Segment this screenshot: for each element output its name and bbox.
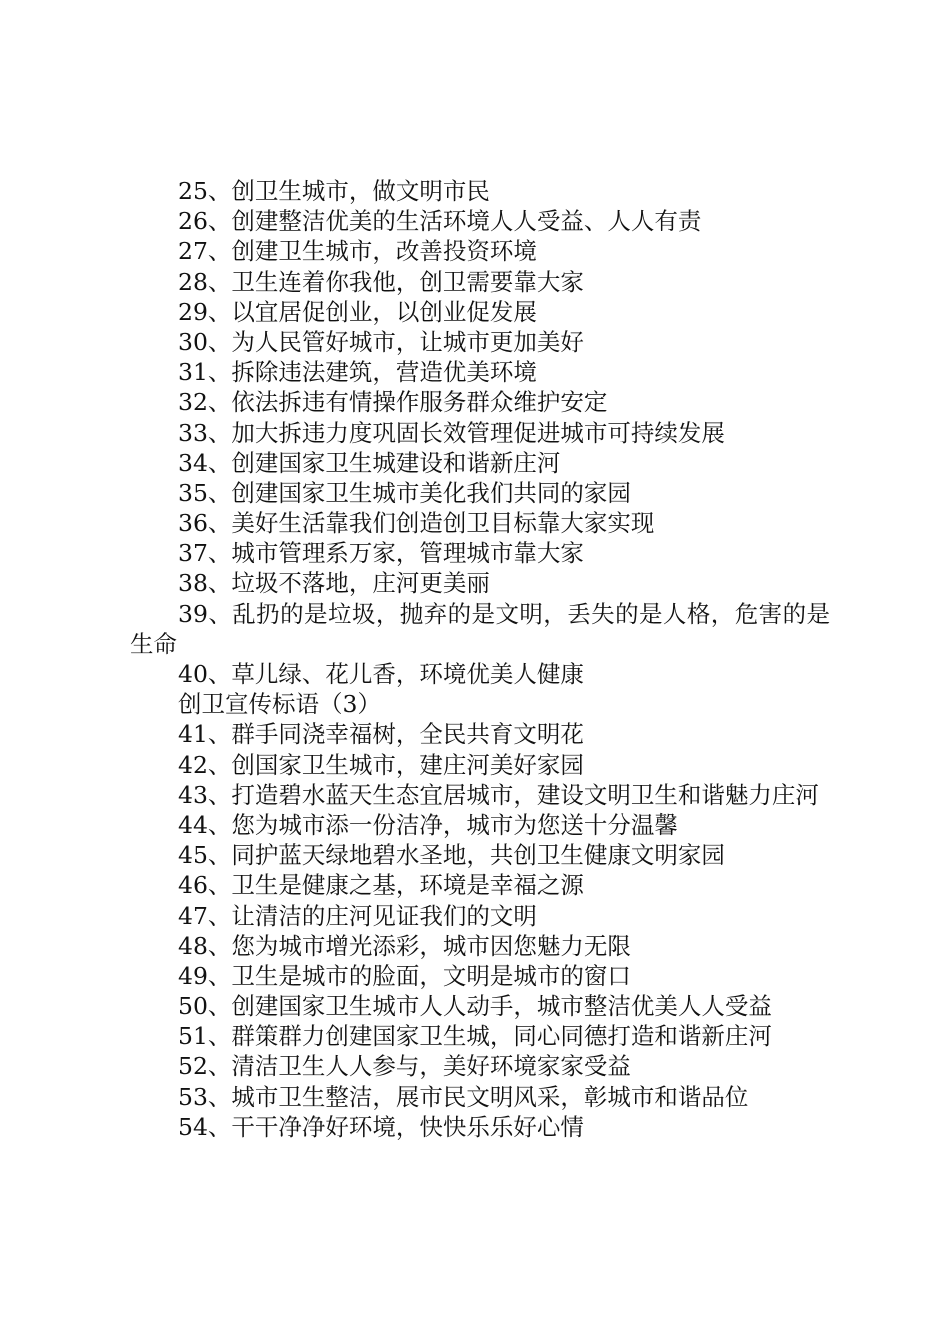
- slogan-42: 42、创国家卫生城市，建庄河美好家园: [178, 750, 584, 779]
- slogan-54: 54、干干净净好环境，快快乐乐好心情: [178, 1112, 584, 1141]
- slogan-36: 36、美好生活靠我们创造创卫目标靠大家实现: [178, 509, 655, 538]
- slogan-32: 32、依法拆违有情操作服务群众维护安定: [178, 388, 608, 417]
- section-heading: 创卫宣传标语（3）: [178, 690, 381, 719]
- slogan-49: 49、卫生是城市的脸面，文明是城市的窗口: [178, 961, 631, 990]
- slogan-45: 45、同护蓝天绿地碧水圣地，共创卫生健康文明家园: [178, 841, 725, 870]
- slogan-26: 26、创建整洁优美的生活环境人人受益、人人有责: [178, 207, 702, 236]
- slogan-39: 39、乱扔的是垃圾，抛弃的是文明，丢失的是人格，危害的是生命: [130, 599, 830, 658]
- slogan-44: 44、您为城市添一份洁净，城市为您送十分温馨: [178, 810, 678, 839]
- slogan-53: 53、城市卫生整洁，展市民文明风采，彰城市和谐品位: [178, 1082, 749, 1111]
- slogan-40: 40、草儿绿、花儿香，环境优美人健康: [178, 660, 584, 689]
- slogan-37: 37、城市管理系万家，管理城市靠大家: [178, 539, 584, 568]
- slogan-51: 51、群策群力创建国家卫生城，同心同德打造和谐新庄河: [178, 1022, 772, 1051]
- slogan-27: 27、创建卫生城市，改善投资环境: [178, 237, 537, 266]
- slogan-28: 28、卫生连着你我他，创卫需要靠大家: [178, 267, 584, 296]
- slogan-list: [130, 176, 830, 1142]
- slogan-46: 46、卫生是健康之基，环境是幸福之源: [178, 871, 584, 900]
- slogan-43: 43、打造碧水蓝天生态宜居城市，建设文明卫生和谐魅力庄河: [178, 780, 819, 809]
- slogan-25: 25、创卫生城市，做文明市民: [178, 177, 490, 205]
- slogan-41: 41、群手同浇幸福树，全民共育文明花: [178, 720, 584, 749]
- slogan-35: 35、创建国家卫生城市美化我们共同的家园: [178, 478, 631, 507]
- slogan-47: 47、让清洁的庄河见证我们的文明: [178, 901, 537, 930]
- slogan-31: 31、拆除违法建筑，营造优美环境: [178, 358, 537, 387]
- slogan-38: 38、垃圾不落地，庄河更美丽: [178, 569, 490, 598]
- slogan-30: 30、为人民管好城市，让城市更加美好: [178, 327, 584, 356]
- slogan-52: 52、清洁卫生人人参与，美好环境家家受益: [178, 1052, 631, 1081]
- slogan-48: 48、您为城市增光添彩，城市因您魅力无限: [178, 931, 631, 960]
- slogan-34: 34、创建国家卫生城建设和谐新庄河: [178, 448, 561, 477]
- slogan-50: 50、创建国家卫生城市人人动手，城市整洁优美人人受益: [178, 992, 772, 1021]
- slogan-33: 33、加大拆违力度巩固长效管理促进城市可持续发展: [178, 418, 725, 447]
- slogan-29: 29、以宜居促创业，以创业促发展: [178, 297, 537, 326]
